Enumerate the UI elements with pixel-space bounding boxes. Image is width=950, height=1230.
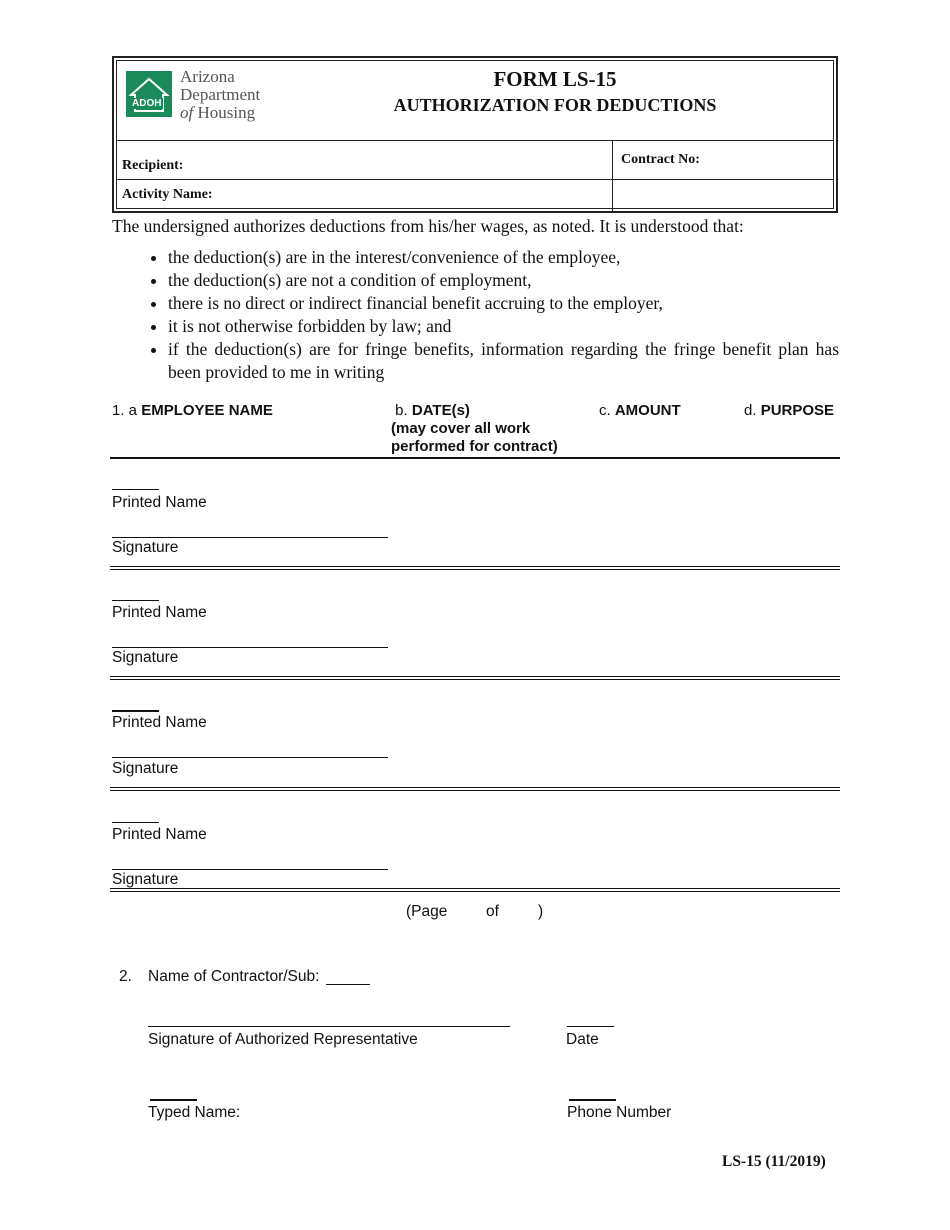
date-label: Date — [566, 1031, 599, 1048]
column-heading-rule — [110, 457, 840, 459]
typed-name-line[interactable] — [150, 1099, 197, 1101]
printed-name-label: Printed Name — [112, 604, 207, 621]
adoh-logo-icon — [126, 71, 172, 117]
header-column-divider — [612, 140, 613, 213]
printed-name-line[interactable] — [112, 489, 159, 490]
signature-line[interactable] — [112, 647, 388, 648]
form-number: FORM LS-15 — [493, 67, 617, 91]
header-divider — [116, 140, 834, 141]
contract-extra-field[interactable] — [616, 182, 832, 208]
logo-line-3: of Housing — [180, 103, 256, 122]
typed-name-label: Typed Name: — [148, 1104, 241, 1121]
signature-label: Signature — [112, 539, 179, 556]
printed-name-line[interactable] — [112, 822, 159, 823]
printed-name-line[interactable] — [112, 600, 159, 601]
condition-item: • it is not otherwise forbidden by law; and — [168, 315, 839, 338]
printed-name-line[interactable] — [112, 710, 159, 712]
column-dates: b. DATE(s) (may cover all work performed for contract) — [391, 402, 558, 455]
printed-name-label: Printed Name — [112, 494, 207, 511]
form-title: AUTHORIZATION FOR DEDUCTIONS — [393, 95, 717, 115]
condition-item: • there is no direct or indirect financial benefit accruing to the employer, — [168, 292, 839, 315]
page-number-field[interactable] — [452, 903, 482, 923]
printed-name-label: Printed Name — [112, 714, 207, 731]
activity-name-label: Activity Name: — [122, 187, 213, 202]
authorized-signature-label: Signature of Authorized Representative — [148, 1031, 418, 1048]
page-indicator-of: of — [486, 903, 499, 920]
row-divider — [110, 888, 840, 892]
phone-number-line[interactable] — [569, 1099, 616, 1101]
intro-text: The undersigned authorizes deductions from his/her wages, as noted. It is understood that: — [112, 216, 744, 236]
column-amount: c. AMOUNT — [599, 402, 681, 419]
logo-text — [180, 68, 260, 122]
column-purpose: d. PURPOSE — [744, 402, 835, 419]
contractor-name-label: Name of Contractor/Sub: — [148, 968, 320, 985]
signature-line[interactable] — [112, 869, 388, 870]
printed-name-label: Printed Name — [112, 826, 207, 843]
contract-number-label: Contract No: — [621, 152, 700, 167]
logo-badge: ADOH — [132, 98, 162, 109]
section-2-number: 2. — [119, 968, 132, 985]
signature-label: Signature — [112, 649, 179, 666]
signature-label: Signature — [112, 760, 179, 777]
signature-line[interactable] — [112, 757, 388, 758]
row-divider — [110, 676, 840, 680]
activity-name-field[interactable] — [222, 182, 608, 208]
logo-line-2: Department — [180, 85, 261, 104]
condition-item: • the deduction(s) are not a condition of employment, — [168, 269, 839, 292]
contract-number-field[interactable] — [706, 146, 830, 176]
footer-form-code: LS-15 (11/2019) — [722, 1153, 826, 1170]
contractor-name-line[interactable] — [326, 984, 370, 985]
conditions-list — [112, 246, 839, 384]
logo-line-1: Arizona — [180, 67, 235, 86]
recipient-label: Recipient: — [122, 158, 184, 173]
authorized-signature-line[interactable] — [148, 1026, 510, 1027]
header-row-divider — [116, 179, 834, 180]
phone-number-label: Phone Number — [567, 1104, 672, 1121]
condition-item: • if the deduction(s) are for fringe benefits, information regarding the fringe benefit plan has been provided to me in writing — [168, 338, 839, 384]
signature-label: Signature — [112, 871, 179, 888]
page-indicator-close: ) — [538, 903, 544, 920]
row-divider — [110, 787, 840, 791]
row-divider — [110, 566, 840, 570]
recipient-field[interactable] — [192, 152, 602, 176]
condition-item: • the deduction(s) are in the interest/convenience of the employee, — [168, 246, 839, 269]
date-line[interactable] — [567, 1026, 614, 1027]
page-indicator-open: (Page — [406, 903, 448, 920]
signature-line[interactable] — [112, 537, 388, 538]
column-employee-name: 1. a EMPLOYEE NAME — [112, 402, 273, 419]
page-total-field[interactable] — [505, 903, 535, 923]
